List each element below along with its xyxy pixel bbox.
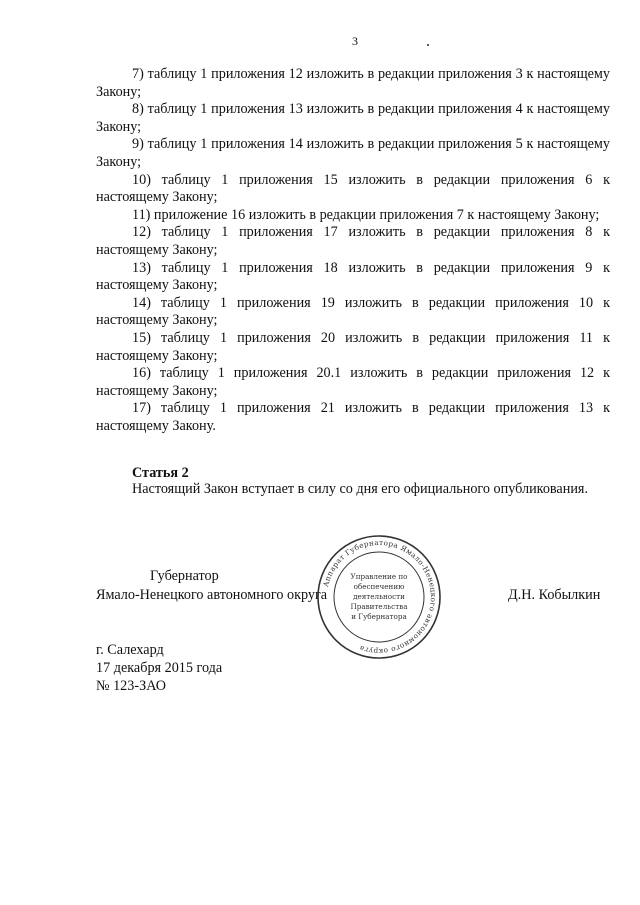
- signatory-name: Д.Н. Кобылкин: [508, 587, 601, 603]
- list-item: 14) таблицу 1 приложения 19 изложить в редакции приложения 10 к настоящему Закону;: [96, 294, 610, 329]
- list-item: 17) таблицу 1 приложения 21 изложить в редакции приложения 13 к настоящему Закону.: [96, 400, 610, 434]
- seal-line: Правительства: [350, 602, 408, 611]
- list-item: 13) таблицу 1 приложения 18 изложить в редакции приложения 9 к настоящему Закону;: [96, 259, 610, 294]
- seal-line: и Губернатора: [351, 612, 407, 621]
- list-item: 12) таблицу 1 приложения 17 изложить в редакции приложения 8 к настоящему Закону;: [96, 224, 610, 258]
- article-heading: Статья 2: [132, 465, 189, 481]
- list-item: 8) таблицу 1 приложения 13 изложить в редакции приложения 4 к настоящему Закону;: [96, 101, 610, 135]
- amendment-list: [96, 66, 610, 435]
- list-item: 7) таблицу 1 приложения 12 изложить в редакции приложения 3 к настоящему Закону;: [96, 66, 610, 100]
- seal-line: обеспечению: [353, 582, 405, 591]
- list-item: 10) таблицу 1 приложения 15 изложить в редакции приложения 6 к настоящему Закону;: [96, 171, 610, 206]
- scan-speck: [427, 44, 429, 46]
- seal-outer-text: Аппарат Губернатора Ямало-Ненецкого автономного округа: [321, 537, 439, 657]
- seal-line: деятельности: [353, 592, 405, 601]
- list-item: 16) таблицу 1 приложения 20.1 изложить в редакции приложения 12 к настоящему Закону;: [96, 365, 610, 399]
- page-number: 3: [352, 34, 358, 48]
- seal-line: Управление по: [350, 572, 408, 581]
- official-seal: [315, 533, 443, 661]
- place-of-signing: г. Салехард: [96, 642, 164, 658]
- list-item: 15) таблицу 1 приложения 20 изложить в редакции приложения 11 к настоящему Закону;: [96, 329, 610, 364]
- signing-date: 17 декабря 2015 года: [96, 660, 223, 676]
- signatory-title: Губернатор: [150, 568, 219, 584]
- signatory-region: Ямало-Ненецкого автономного округа: [96, 587, 328, 603]
- law-number: № 123-ЗАО: [96, 678, 166, 694]
- list-item: 11) приложение 16 изложить в редакции приложения 7 к настоящему Закону;: [132, 206, 600, 223]
- list-item: 9) таблицу 1 приложения 14 изложить в редакции приложения 5 к настоящему Закону;: [96, 136, 610, 170]
- article-text: Настоящий Закон вступает в силу со дня его официального опубликования.: [132, 481, 588, 497]
